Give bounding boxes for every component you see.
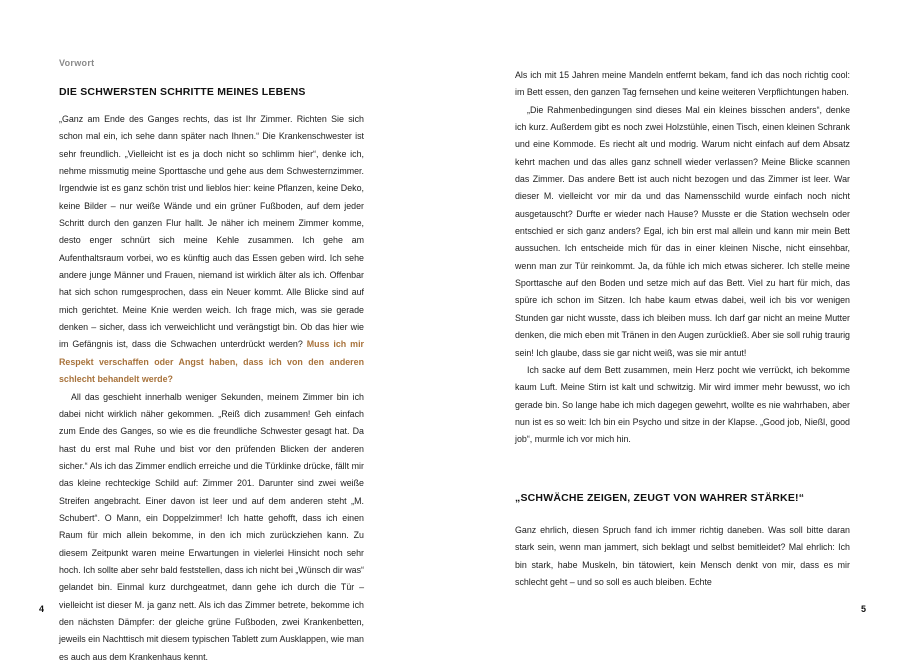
paragraph-1-text: „Ganz am Ende des Ganges rechts, das ist Ihr Zimmer. Richten Sie sich schon mal ein, ich sehe dann später nach Ihnen.“ Die Krankenschwester ist sehr freundlich. „Vielleicht ist es ja doch nicht so schlimm hier“, denke ich, nehme missmutig meine Sporttasche und gehe aus dem Schwesternzimmer. Irgendwie ist es ganz schön trist und lieblos hier: keine Pflanzen, keine Deko, keine Bilder – nur weiße Wände und ein grüner Fußboden, auf dem jeder Schritt durch den ganzen Flur hallt. Je näher ich meinem Zimmer komme, desto enger schnürt sich meine Kehle zusammen. Ich gehe am Aufenthaltsraum vorbei, wo es künftig auch das Essen geben wird. Ich sehe andere junge Männer und Frauen, niemand ist wirklich älter als ich. Offenbar hat sich schon rumgesprochen, dass ein Neuer kommt. Alle Blicke sind auf mich gerichtet. Meine Knie werden weich. Ich frage mich, was sie gerade denken – sicher, dass ich verweichlicht und verängstigt bin. Ob das hier wie im Gefängnis ist, dass die Schwachen unterdrückt werden? <box>59 114 364 349</box>
right-text-column-bottom <box>515 522 850 591</box>
paragraph-1 <box>59 111 364 389</box>
paragraph-3: Ich sacke auf dem Bett zusammen, mein Herz pocht wie verrückt, ich bekomme kaum Luft. Meine Stirn ist kalt und schwitzig. Mir wird immer mehr bewusst, wo ich gerade bin. So lange habe ich mich dagegen gewehrt, wollte es nie wahrhaben, aber nun ist es so weit: Ich bin ein Psycho und sitze in der Klapse. „Good job, Nießl, good job“, murmle ich vor mich hin. <box>515 362 850 449</box>
paragraph-1: Als ich mit 15 Jahren meine Mandeln entfernt bekam, fand ich das noch richtig cool: im Bett essen, den ganzen Tag fernsehen und keine weiteren Verpflichtungen haben. <box>515 67 850 102</box>
left-page <box>0 0 456 648</box>
highlighted-quote: Muss ich mir Respekt verschaffen oder Angst haben, dass ich von den anderen schlecht behandelt werde? <box>59 339 364 384</box>
right-text-column-top <box>515 67 850 449</box>
paragraph-2: All das geschieht innerhalb weniger Sekunden, meinem Zimmer bin ich dabei nicht wirklich näher gekommen. „Reiß dich zusammen! Geh einfach zum Ende des Ganges, so wie es die freundliche Schwester gesagt hat. Da hast du erst mal Ruhe und bist vor den prüfenden Blicken der anderen sicher.“ Als ich das Zimmer endlich erreiche und die Türklinke drücke, fällt mir das kleine rechteckige Schild auf: Zimmer 201. Darunter sind zwei weiße Streifen angebracht. Einer davon ist leer und auf dem anderen steht „M. Schubert“. O Mann, ein Doppelzimmer! Ich hatte gehofft, dass ich einen Raum für mich allein bekomme, in den ich mich zurückziehen kann. Zu diesem Zeitpunkt waren meine Erwartungen in vielerlei Hinsicht noch sehr hoch. Ich sollte aber sehr bald feststellen, dass ich nicht bei „Wünsch dir was“ gelandet bin. Einmal kurz durchgeatmet, dann gehe ich durch die Tür – vielleicht ist dieser M. ja ganz nett. Als ich das Zimmer betrete, bekomme ich den nächsten Dämpfer: der gleiche grüne Fußboden, zwei Krankenbetten, jeweils ein Nachttisch mit diesem typischen Tablett zum Ausklappen, wie man es auch aus dem Krankenhaus kennt. <box>59 389 364 666</box>
right-page <box>456 0 913 648</box>
page-number: 4 <box>39 604 44 614</box>
left-text-column <box>59 111 364 666</box>
section-heading-block <box>515 492 850 504</box>
page-number: 5 <box>861 604 866 614</box>
running-head: Vorwort <box>59 58 94 68</box>
paragraph-4: Ganz ehrlich, diesen Spruch fand ich immer richtig daneben. Was soll bitte daran stark sein, wenn man jammert, sich beklagt und selbst bemitleidet? Mal ehrlich: Ich bin stark, habe Muskeln, bin tätowiert, kein Mensch denkt von mir, dass es mir schlecht geht – und so soll es auch bleiben. Echte <box>515 522 850 591</box>
section-title: „SCHWÄCHE ZEIGEN, ZEUGT VON WAHRER STÄRKE!“ <box>515 492 850 504</box>
chapter-title: DIE SCHWERSTEN SCHRITTE MEINES LEBENS <box>59 86 306 98</box>
paragraph-2: „Die Rahmenbedingungen sind dieses Mal ein kleines bisschen anders“, denke ich kurz. Außerdem gibt es noch zwei Holzstühle, einen Tisch, einen kleinen Schrank und eine Kommode. Es riecht alt und modrig. Warum nicht einfach auf dem Absatz kehrt machen und das alles ganz schnell wieder verlassen? Meine Blicke scannen das Zimmer. Das andere Bett ist auch nicht bezogen und das Zimmer ist leer. War dieser M. vielleicht vor mir da und das Namensschild wurde einfach noch nicht ausgetauscht? Durfte er wieder nach Hause? Musste er die Station wechseln oder entschied er sich ganz anders? Egal, ich bin erst mal allein und kann mir mein Bett aussuchen. Ich entscheide mich für das in einer kleinen Nische, nicht einsehbar, wenn man zur Tür reinkommt. Ja, da fühle ich mich etwas sicherer. Ich stelle meine Sporttasche auf den Boden und setze mich auf das Bett. Viel zu hart für mich, das spüre ich schon im Sitzen. Ich habe kaum etwas dabei, weil ich bis vor wenigen Stunden gar nicht wusste, dass ich bleiben muss. Ich darf gar nicht an meine Mutter denken, die mich eben mit Tränen in den Augen zurückließ. Aber sie soll ruhig traurig sein! Ich glaube, dass sie gar nicht weiß, was sie mir antut! <box>515 102 850 362</box>
